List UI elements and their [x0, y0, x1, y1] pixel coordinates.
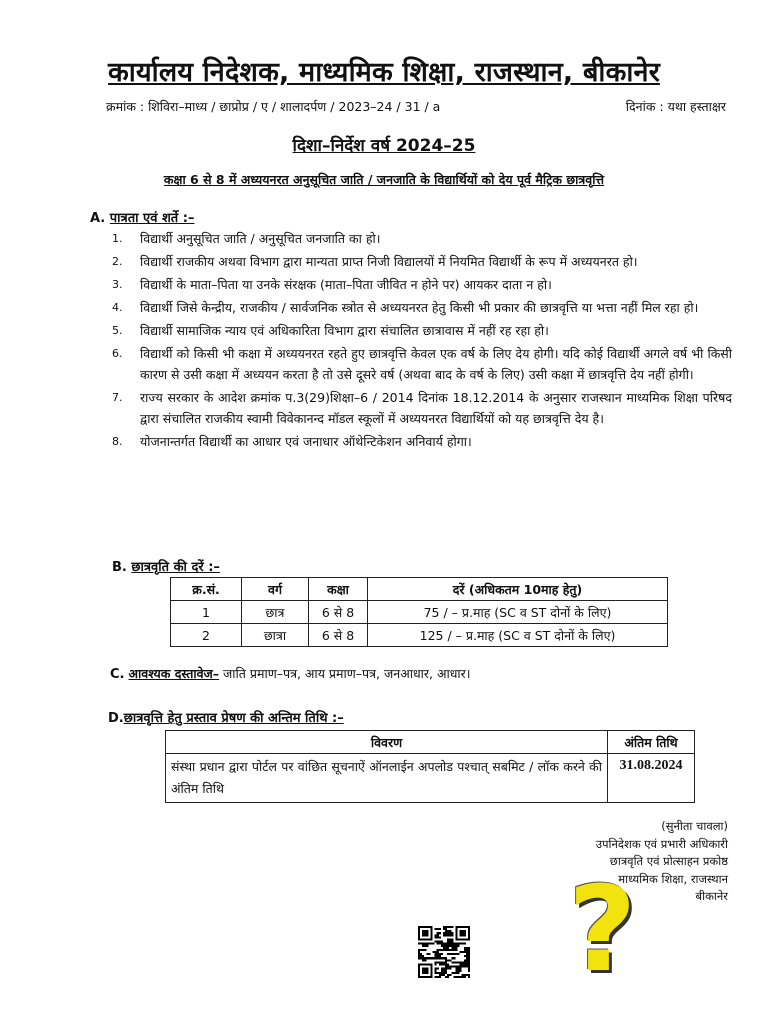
- section-b-heading: [112, 557, 220, 575]
- list-item: [112, 320, 732, 341]
- section-c-prefix: C.: [110, 667, 125, 682]
- column-header: अंतिम तिथि: [608, 731, 695, 754]
- section-a-prefix: A.: [90, 211, 106, 226]
- office-title: कार्यालय निदेशक, माध्यमिक शिक्षा, राजस्थान, बीकानेर: [108, 57, 660, 88]
- list-item: [112, 387, 732, 429]
- item-number: 6.: [112, 347, 123, 360]
- table-cell: 6 से 8: [309, 624, 368, 647]
- section-a-heading: [90, 208, 194, 226]
- item-number: 7.: [112, 391, 123, 404]
- item-number: 4.: [112, 301, 123, 314]
- table-cell: छात्रा: [242, 624, 309, 647]
- item-text: विद्यार्थी सामाजिक न्याय एवं अधिकारिता विभाग द्वारा संचालित छात्रावास में नहीं रह रहा हो।: [140, 323, 549, 338]
- section-c-text: जाति प्रमाण–पत्र, आय प्रमाण–पत्र, जनआधार, आधार।: [219, 666, 471, 681]
- section-c-documents: [110, 665, 471, 682]
- table-cell: 2: [171, 624, 242, 647]
- list-item: [112, 228, 732, 249]
- table-row: [166, 754, 695, 803]
- section-b-title: छात्रवृति की दरें :–: [131, 560, 220, 575]
- item-text: विद्यार्थी जिसे केन्द्रीय, राजकीय / सार्वजनिक स्त्रोत से अध्ययनरत हेतु किसी भी प्रकार की छात्रवृत्ति या भत्ता नहीं मिल रहा हो।: [140, 300, 699, 315]
- guidelines-title: दिशा–निर्देश वर्ष 2024–25: [292, 136, 476, 156]
- table-header-row: [166, 731, 695, 754]
- item-number: 3.: [112, 278, 123, 291]
- list-item: [112, 431, 732, 452]
- table-cell: 75 / – प्र.माह (SC व ST दोनों के लिए): [368, 601, 668, 624]
- signatory-city: बीकानेर: [695, 889, 728, 903]
- deadline-table: [165, 730, 695, 803]
- list-item: [112, 343, 732, 385]
- item-text: राज्य सरकार के आदेश क्रमांक प.3(29)शिक्षा–6 / 2014 दिनांक 18.12.2014 के अनुसार राजस्थान माध्यमिक शिक्षा परिषद द्वारा संचालित राजकीय स्वामी विवेकानन्द मॉडल स्कूलों में अध्ययनरत विद्यार्थियों को यह छात्रवृत्ति देय है।: [140, 390, 732, 426]
- item-number: 2.: [112, 255, 123, 268]
- qr-code-icon: [418, 926, 470, 978]
- rates-table: [170, 577, 668, 647]
- question-mark-icon: ?: [568, 860, 637, 998]
- issue-date: दिनांक : यथा हस्ताक्षर: [625, 99, 726, 114]
- deadline-date: 31.08.2024: [608, 754, 695, 803]
- list-item: [112, 251, 732, 272]
- item-text: विद्यार्थी के माता–पिता या उनके संरक्षक (माता–पिता जीवित न होने पर) आयकर दाता न हो।: [140, 277, 552, 292]
- item-number: 5.: [112, 324, 123, 337]
- column-header: वर्ग: [242, 578, 309, 601]
- section-c-title: आवश्यक दस्तावेज–: [128, 666, 220, 681]
- table-cell: 1: [171, 601, 242, 624]
- list-item: [112, 274, 732, 295]
- reference-number: क्रमांक : शिविरा–माध्य / छाप्रोप्र / ए / शालादर्पण / 2023–24 / 31 / a: [106, 99, 441, 114]
- column-header: क्र.सं.: [171, 578, 242, 601]
- signatory-name: (सुनीता चावला): [661, 819, 728, 833]
- signatory-department: छात्रवृति एवं प्रोत्साहन प्रकोष्ठ: [609, 854, 728, 868]
- section-d-title: छात्रवृत्ति हेतु प्रस्ताव प्रेषण की अन्तिम तिथि :–: [123, 711, 344, 726]
- eligibility-list: [112, 228, 732, 454]
- table-header-row: [171, 578, 668, 601]
- table-row: [171, 624, 668, 647]
- section-a-title: पात्रता एवं शर्ते :–: [109, 211, 195, 226]
- signatory-office: माध्यमिक शिक्षा, राजस्थान: [618, 871, 728, 886]
- column-header: दरें (अधिकतम 10माह हेतु): [368, 578, 668, 601]
- item-number: 1.: [112, 232, 123, 245]
- section-d-prefix: D.: [108, 711, 124, 726]
- signatory-designation: उपनिदेशक एवं प्रभारी अधिकारी: [595, 836, 728, 851]
- item-text: विद्यार्थी राजकीय अथवा विभाग द्वारा मान्यता प्राप्त निजी विद्यालयों में नियमित विद्यार्थी के रूप में अध्ययनरत हो।: [140, 254, 638, 269]
- table-cell: छात्र: [242, 601, 309, 624]
- table-cell: 125 / – प्र.माह (SC व ST दोनों के लिए): [368, 624, 668, 647]
- column-header: कक्षा: [309, 578, 368, 601]
- column-header: विवरण: [166, 731, 608, 754]
- item-text: योजनान्तर्गत विद्यार्थी का आधार एवं जनाधार ऑथेन्टिकेशन अनिवार्य होगा।: [140, 434, 472, 449]
- item-number: 8.: [112, 435, 123, 448]
- table-row: [171, 601, 668, 624]
- table-cell: 6 से 8: [309, 601, 368, 624]
- section-d-heading: [108, 708, 344, 726]
- section-b-prefix: B.: [112, 560, 127, 575]
- list-item: [112, 297, 732, 318]
- table-cell: संस्था प्रधान द्वारा पोर्टल पर वांछित सूचनाऐं ऑनलाईन अपलोड पश्चात् सबमिट / लॉक करने की अंतिम तिथि: [166, 754, 608, 803]
- item-text: विद्यार्थी को किसी भी कक्षा में अध्ययनरत रहते हुए छात्रवृत्ति केवल एक वर्ष के लिए देय होगी। यदि कोई विद्यार्थी अगले वर्ष भी किसी कारण से उसी कक्षा में अध्ययन करता है तो उसे दूसरे वर्ष (अथवा बाद के वर्ष के लिए) उसी कक्षा में छात्रवृत्ति देय नहीं होगी।: [140, 346, 732, 382]
- subject-line: कक्षा 6 से 8 में अध्ययनरत अनुसूचित जाति / जनजाति के विद्यार्थियों को देय पूर्व मैट्रिक छात्रवृत्ति: [163, 172, 605, 187]
- item-text: विद्यार्थी अनुसूचित जाति / अनुसूचित जनजाति का हो।: [140, 231, 381, 246]
